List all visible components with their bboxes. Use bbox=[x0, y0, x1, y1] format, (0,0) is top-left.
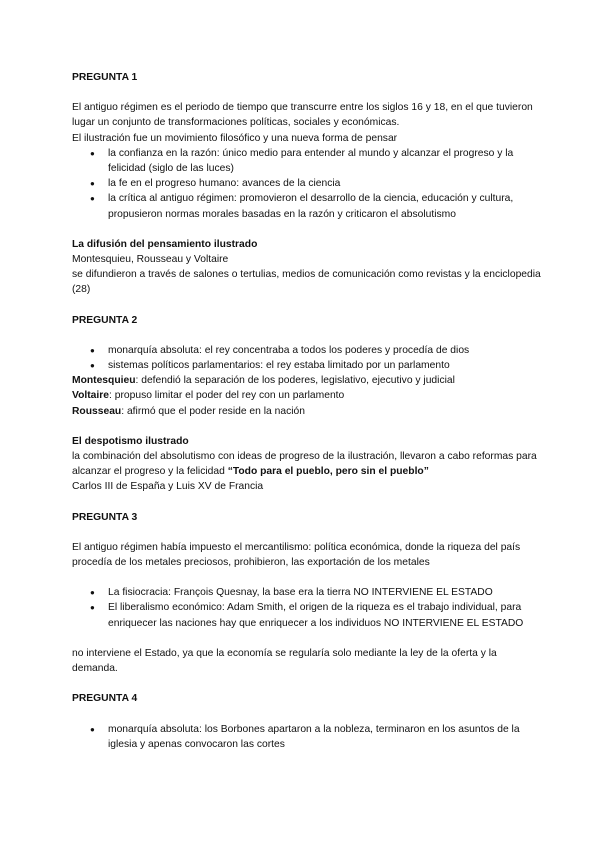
text-voltaire: : propuso limitar el poder del rey con un parlamento bbox=[109, 390, 345, 402]
paragraph-despotismo bbox=[72, 449, 542, 479]
text-montesquieu: : defendió la separación de los poderes, legislativo, ejecutivo y judicial bbox=[135, 375, 455, 387]
paragraph-voltaire bbox=[72, 388, 542, 403]
paragraph-intro: El antiguo régimen es el periodo de tiempo que transcurre entre los siglos 16 y 18, en el que tuvieron lugar un conjunto de transformaciones políticas, sociales y económicas. bbox=[72, 102, 533, 129]
paragraph-ilustracion: El ilustración fue un movimiento filosófico y una nueva forma de pensar bbox=[72, 132, 398, 144]
paragraph-difusion: se difundieron a través de salones o tertulias, medios de comunicación como revistas y la enciclopedia (28) bbox=[72, 269, 541, 296]
list-item: ● sistemas políticos parlamentarios: el rey estaba limitado por un parlamento bbox=[90, 358, 542, 373]
name-montesquieu: Montesquieu bbox=[72, 375, 136, 387]
paragraph-oferta-demanda: no interviene el Estado, ya que la economía se regularía solo mediante la ley de la oferta y la demanda. bbox=[72, 647, 497, 675]
list-item: ● La fisiocracia: François Quesnay, la base era la tierra NO INTERVIENE EL ESTADO bbox=[90, 585, 542, 600]
bullet-list-p2 bbox=[72, 343, 542, 373]
list-item: ● la confianza en la razón: único medio para entender al mundo y alcanzar el progreso y la felicidad (siglo de las luces) bbox=[90, 146, 542, 176]
list-item: ● la crítica al antiguo régimen: promovieron el desarrollo de la ciencia, educación y cultura, propusieron normas morales basadas en la razón y criticaron el absolutismo bbox=[90, 191, 542, 221]
bullet-list-p1 bbox=[72, 146, 542, 222]
paragraph-mercantilismo: El antiguo régimen había impuesto el mercantilismo: política económica, donde la riqueza del país procedía de los metales preciosos, prohibieron, las exportación de los metales bbox=[72, 541, 521, 569]
text-despotismo: la combinación del absolutismo con ideas de progreso de la ilustración, llevaron a cabo reformas para alcanzar el progreso y la felicidad bbox=[72, 451, 537, 478]
list-item: ● la fe en el progreso humano: avances de la ciencia bbox=[90, 176, 542, 191]
subheading-despotismo: El despotismo ilustrado bbox=[72, 435, 189, 447]
name-voltaire: Voltaire bbox=[72, 390, 110, 402]
text-rousseau: : afirmó que el poder reside en la nación bbox=[121, 405, 305, 417]
paragraph-montesquieu bbox=[72, 373, 542, 388]
heading-pregunta-3: PREGUNTA 3 bbox=[72, 511, 138, 523]
heading-pregunta-4: PREGUNTA 4 bbox=[72, 693, 138, 705]
paragraph-authors: Montesquieu, Rousseau y Voltaire bbox=[72, 254, 229, 266]
document-page bbox=[72, 70, 542, 752]
heading-pregunta-2: PREGUNTA 2 bbox=[72, 314, 138, 326]
name-rousseau: Rousseau bbox=[72, 405, 122, 417]
subheading-difusion: La difusión del pensamiento ilustrado bbox=[72, 238, 258, 250]
list-item: ● monarquía absoluta: los Borbones apartaron a la nobleza, terminaron en los asuntos de la iglesia y apenas convocaron las cortes bbox=[90, 722, 542, 752]
bullet-list-p4 bbox=[72, 722, 542, 752]
list-item: ● El liberalismo económico: Adam Smith, el origen de la riqueza es el trabajo individual, para enriquecer las naciones hay que enriquecer a los individuos NO INTERVIENE EL ESTADO bbox=[90, 600, 542, 630]
paragraph-monarcas: Carlos III de España y Luis XV de Francia bbox=[72, 481, 264, 493]
list-item: ● monarquía absoluta: el rey concentraba a todos los poderes y procedía de dios bbox=[90, 343, 542, 358]
bullet-list-p3 bbox=[72, 585, 542, 631]
quote-despotismo: “Todo para el pueblo, pero sin el pueblo” bbox=[227, 466, 429, 478]
paragraph-rousseau bbox=[72, 404, 542, 419]
heading-pregunta-1: PREGUNTA 1 bbox=[72, 72, 138, 83]
